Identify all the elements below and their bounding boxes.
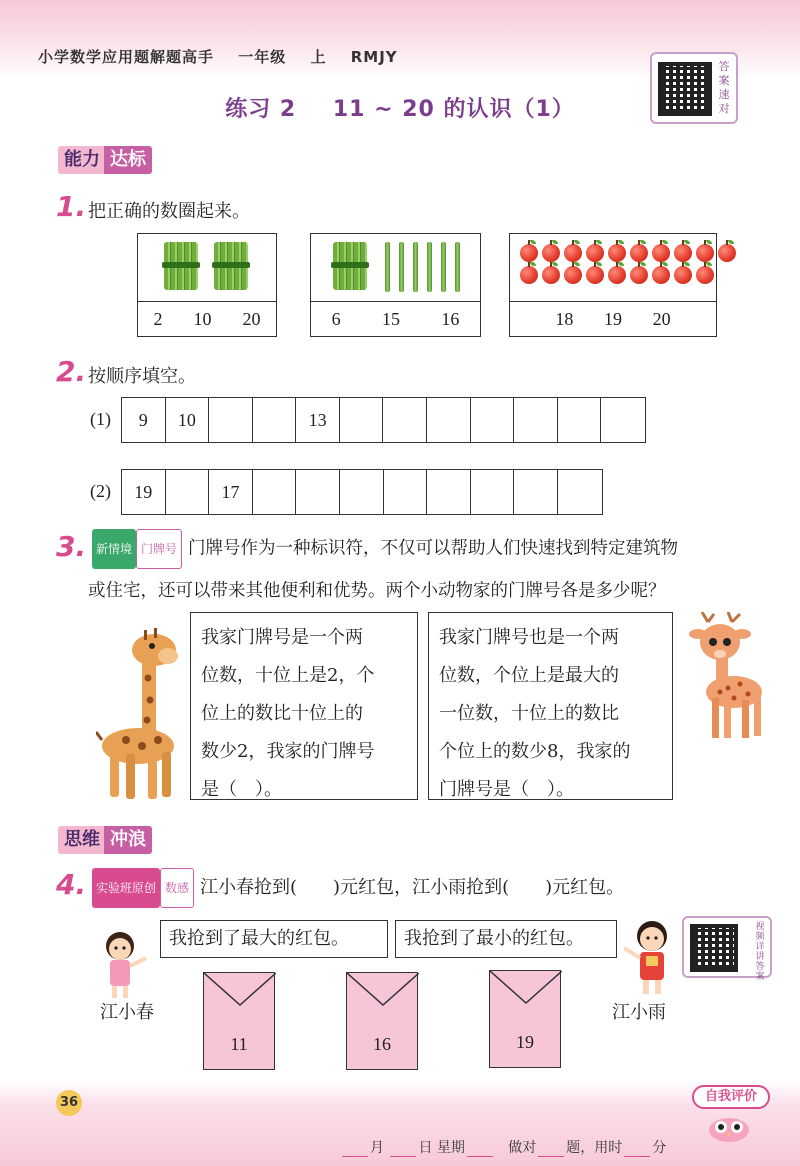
owl-icon [706, 1112, 752, 1142]
apple-icon [586, 266, 604, 284]
q1-choices [311, 302, 480, 336]
day-label: 日 [418, 1140, 433, 1156]
choice-option[interactable]: 6 [331, 308, 341, 329]
choice-option[interactable]: 20 [242, 308, 261, 329]
choice-option[interactable]: 15 [381, 308, 400, 329]
minutes-label: 分 [652, 1140, 667, 1156]
bubble-line: 门牌号是（ ）。 [439, 779, 574, 800]
apple-icon [718, 244, 736, 262]
number-cell[interactable]: 10 [166, 398, 210, 442]
edition-label: RMJY [350, 48, 398, 66]
choice-option[interactable]: 18 [555, 308, 574, 329]
qr-code-icon[interactable] [690, 924, 738, 972]
deer-speech-bubble [428, 612, 673, 800]
book-name: 小学数学应用题解题高手 [38, 48, 215, 66]
giraffe-speech-bubble [190, 612, 418, 800]
apple-icon [652, 266, 670, 284]
number-cell[interactable] [296, 470, 340, 514]
question-2-prompt: 按顺序填空。 [88, 366, 196, 387]
number-cell[interactable] [427, 470, 471, 514]
question-3-intro [92, 529, 782, 569]
apple-icon [696, 266, 714, 284]
apple-icon [608, 244, 626, 262]
bubble-line: 位数，十位上是2，个 [201, 665, 375, 686]
bubble-line: 我家门牌号是一个两 [201, 627, 363, 648]
bundle-of-ten-icon [164, 242, 198, 290]
book-title [38, 46, 416, 67]
correct-label: 做对 [508, 1140, 537, 1156]
bubble-line: 位上的数比十位上的 [201, 703, 363, 724]
apple-icon [630, 266, 648, 284]
apple-icon [696, 244, 714, 262]
number-cell[interactable] [514, 398, 558, 442]
q1-choices [510, 302, 716, 336]
page-title [0, 92, 800, 123]
sticks-picture [138, 234, 276, 302]
apple-icon [520, 244, 538, 262]
bubble-line: 个位上的数少8，我家的 [439, 741, 631, 762]
apple-grid [520, 244, 736, 284]
number-cell[interactable] [514, 470, 558, 514]
single-stick-icon [385, 242, 390, 292]
number-cell[interactable] [558, 398, 602, 442]
month-blank[interactable] [342, 1143, 368, 1157]
intro-line-2: 或住宅，还可以带来其他便利和优势。两个小动物家的门牌号各是多少呢？ [88, 581, 666, 601]
choice-option[interactable]: 2 [153, 308, 163, 329]
intro-line-1: 门牌号作为一种标识符，不仅可以帮助人们快速找到特定建筑物 [188, 538, 679, 559]
number-cell[interactable] [253, 398, 297, 442]
self-evaluation-badge: 自我评价 [692, 1085, 770, 1109]
envelope-amount: 11 [230, 1034, 248, 1054]
number-cell[interactable] [209, 398, 253, 442]
question-number-2: 2. [56, 355, 87, 388]
apple-icon [630, 244, 648, 262]
number-cell[interactable] [166, 470, 210, 514]
number-cell[interactable] [340, 398, 384, 442]
apples-picture [510, 234, 716, 302]
choice-option[interactable]: 16 [441, 308, 460, 329]
question-1-prompt: 把正确的数圈起来。 [88, 201, 250, 222]
name-left: 江小春 [100, 1002, 154, 1023]
choice-option[interactable]: 10 [193, 308, 212, 329]
choice-option[interactable]: 19 [603, 308, 622, 329]
choice-option[interactable]: 20 [652, 308, 671, 329]
bubble-line: 是（ ）。 [201, 779, 282, 800]
day-blank[interactable] [390, 1143, 416, 1157]
correct-blank[interactable] [538, 1143, 564, 1157]
prompt-text: 江小春抢到( )元红包，江小雨抢到( )元红包。 [200, 877, 625, 898]
number-cell[interactable]: 9 [122, 398, 166, 442]
deer-illustration [688, 612, 770, 742]
section-label-b: 达标 [104, 146, 152, 174]
number-cell[interactable] [384, 470, 428, 514]
qr-caption: 答案速对 [718, 60, 730, 115]
number-cell[interactable] [427, 398, 471, 442]
section-label-a: 能力 [58, 146, 104, 174]
question-4-prompt [92, 868, 624, 908]
weekday-label: 星期 [436, 1140, 465, 1156]
weekday-blank[interactable] [467, 1143, 493, 1157]
single-stick-icon [399, 242, 404, 292]
envelope-amount: 19 [516, 1032, 534, 1052]
topic-tag: 门牌号 [136, 529, 182, 569]
apple-icon [520, 266, 538, 284]
apple-icon [586, 244, 604, 262]
apple-icon [674, 266, 692, 284]
number-row-1 [121, 397, 646, 443]
original-tag: 实验班原创 [92, 868, 160, 908]
apple-icon [652, 244, 670, 262]
row-label: (1) [90, 409, 111, 429]
sticks-picture [311, 234, 480, 302]
bundle-of-ten-icon [214, 242, 248, 290]
month-label: 月 [370, 1140, 384, 1156]
red-envelope[interactable] [203, 972, 275, 1070]
bundle-of-ten-icon [333, 242, 367, 290]
bubble-line: 一位数，十位上的数比 [439, 703, 619, 724]
bubble-line: 数少2，我家的门牌号 [201, 741, 375, 762]
q1-group-1 [137, 233, 277, 337]
number-cell[interactable] [340, 470, 384, 514]
single-stick-icon [427, 242, 432, 292]
question-number-4: 4. [56, 868, 87, 901]
number-cell[interactable] [383, 398, 427, 442]
single-stick-icon [455, 242, 460, 292]
girl-left-illustration [96, 928, 152, 1000]
number-cell[interactable]: 13 [296, 398, 340, 442]
name-right: 江小雨 [612, 1002, 666, 1023]
red-envelope[interactable] [346, 972, 418, 1070]
bubble-line: 我抢到了最大的红包。 [169, 928, 349, 949]
topic-tag: 数感 [160, 868, 194, 908]
envelope-amount: 16 [373, 1034, 391, 1054]
girl-right-illustration [620, 916, 680, 996]
left-speech-bubble [160, 920, 388, 958]
lesson-prefix: 练习 2 [225, 97, 297, 122]
q1-choices [138, 302, 276, 336]
apple-icon [542, 266, 560, 284]
section-label-b: 冲浪 [104, 826, 152, 854]
bubble-line: 位数，个位上是最大的 [439, 665, 619, 686]
apple-icon [542, 244, 560, 262]
questions-label: 题，用时 [566, 1140, 623, 1156]
number-cell[interactable]: 17 [209, 470, 253, 514]
apple-icon [608, 266, 626, 284]
apple-icon [674, 244, 692, 262]
section-header-ability [58, 146, 152, 174]
q1-group-3 [509, 233, 717, 337]
row-label: (2) [90, 481, 111, 501]
red-envelope[interactable] [489, 970, 561, 1068]
lesson-title: 11 ~ 20 的认识（1） [332, 97, 575, 122]
q1-group-2 [310, 233, 481, 337]
giraffe-illustration [96, 628, 186, 803]
section-header-thinking [58, 826, 152, 854]
minutes-blank[interactable] [624, 1143, 650, 1157]
number-cell[interactable] [253, 470, 297, 514]
number-row-2 [121, 469, 603, 515]
apple-icon [564, 244, 582, 262]
video-qr-card[interactable] [682, 916, 772, 982]
new-context-tag: 新情境 [92, 529, 136, 569]
bubble-line: 我家门牌号也是一个两 [439, 627, 619, 648]
number-cell[interactable] [558, 470, 602, 514]
number-cell[interactable]: 19 [122, 470, 166, 514]
question-number-1: 1. [56, 190, 87, 223]
bubble-line: 我抢到了最小的红包。 [404, 928, 584, 949]
apple-icon [564, 266, 582, 284]
qr-caption: 视频详讲答案 [755, 922, 765, 982]
number-cell[interactable] [471, 470, 515, 514]
section-label-a: 思维 [58, 826, 104, 854]
right-speech-bubble [395, 920, 617, 958]
grade-label: 一年级 [238, 48, 287, 66]
number-cell[interactable] [471, 398, 515, 442]
page-number: 36 [56, 1090, 82, 1116]
number-cell[interactable] [601, 398, 645, 442]
single-stick-icon [441, 242, 446, 292]
single-stick-icon [413, 242, 418, 292]
question-number-3: 3. [56, 530, 87, 563]
footer-record-fields [340, 1137, 666, 1157]
term-label: 上 [310, 48, 327, 66]
